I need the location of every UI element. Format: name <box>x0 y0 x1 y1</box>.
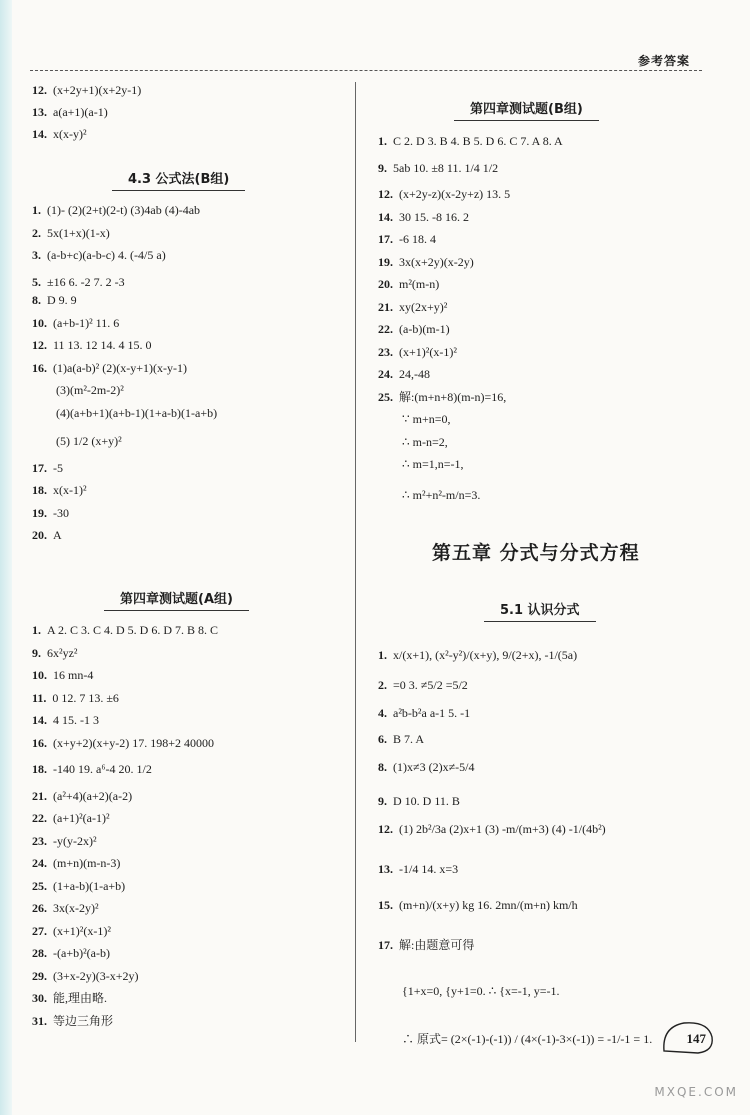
answer-line <box>378 322 450 336</box>
answer-line <box>378 938 474 952</box>
answer-number: 9. <box>32 645 41 660</box>
answer-line <box>32 901 99 915</box>
answer-line <box>32 248 166 262</box>
answer-line <box>378 255 474 269</box>
answer-text: (4)(a+b+1)(a+b-1)(1+a-b)(1-a+b) <box>56 405 218 420</box>
answer-number: 22. <box>32 811 47 825</box>
answer-number: 14. <box>32 713 47 727</box>
answer-number: 9. <box>378 160 387 175</box>
answer-text: x(x-y)² <box>53 127 87 141</box>
answer-number: 10. <box>32 315 47 330</box>
answer-number: 23. <box>378 344 393 359</box>
answer-line <box>32 713 99 727</box>
answer-number: 13. <box>378 862 393 876</box>
answer-line <box>378 345 457 359</box>
answer-line <box>378 390 506 404</box>
answer-number: 23. <box>32 833 47 848</box>
answer-text: 解:(m+n+8)(m-n)=16, <box>399 389 507 404</box>
answer-text: (x+2y-z)(x-2y+z) 13. 5 <box>399 187 511 201</box>
page-number: 147 <box>686 1031 706 1046</box>
answer-number: 14. <box>378 209 393 224</box>
answer-text: (5) 1/2 (x+y)² <box>56 434 122 448</box>
answer-number: 24. <box>378 367 393 381</box>
answer-text: -30 <box>53 505 69 520</box>
answer-number: 8. <box>32 293 41 307</box>
answer-line <box>32 623 218 637</box>
answer-text: -140 19. a⁶-4 20. 1/2 <box>53 762 152 776</box>
answer-line <box>32 275 125 289</box>
section-title-5-1: 5.1 认识分式 <box>500 599 580 618</box>
answer-text: -6 18. 4 <box>399 232 436 246</box>
answer-text: 16 mn-4 <box>53 668 94 682</box>
answer-line <box>32 691 119 705</box>
answer-line <box>378 794 460 808</box>
answer-text: (a-b)(m-1) <box>399 322 450 336</box>
answer-number: 12. <box>378 822 393 836</box>
answer-number: 12. <box>32 338 47 352</box>
answer-number: 20. <box>378 277 393 291</box>
answer-line <box>32 105 108 119</box>
answer-line <box>32 528 62 542</box>
answer-number: 11. <box>32 690 47 705</box>
answer-line <box>396 457 464 471</box>
answer-line <box>32 506 69 520</box>
page-edge <box>0 0 12 1115</box>
answer-number: 15. <box>378 898 393 912</box>
answer-line <box>32 856 120 870</box>
answer-line <box>32 483 87 497</box>
answer-line <box>32 668 93 682</box>
answer-line <box>378 898 578 912</box>
answer-number: 16. <box>32 360 47 375</box>
answer-number: 28. <box>32 946 47 960</box>
answer-number: 14. <box>32 127 47 141</box>
section-title-4-3: 4.3 公式法(B组) <box>128 168 229 187</box>
answer-text: (a²+4)(a+2)(a-2) <box>53 788 133 803</box>
answer-line <box>378 706 470 720</box>
answer-text: (1)x≠3 (2)x≠-5/4 <box>393 760 475 774</box>
answer-number: 21. <box>32 788 47 803</box>
answer-number: 1. <box>32 623 41 637</box>
answer-text: {1+x=0, {y+1=0. ∴ {x=-1, y=-1. <box>402 984 560 998</box>
answer-line <box>378 277 439 291</box>
answer-text: ∴ m²+n²-m/n=3. <box>402 487 481 502</box>
section-title-chapter4-test-a: 第四章测试题(A组) <box>120 588 233 607</box>
answer-text: (1) 2b²/3a (2)x+1 (3) -m/(m+3) (4) -1/(4b²) <box>399 822 606 836</box>
answer-line <box>32 338 152 352</box>
answer-line <box>32 1014 113 1028</box>
answer-text: xy(2x+y)² <box>399 299 448 314</box>
answer-number: 12. <box>32 83 47 97</box>
answer-text: -5 <box>53 460 63 475</box>
answer-text: 等边三角形 <box>53 1013 114 1028</box>
answer-line <box>50 383 124 397</box>
answer-number: 3. <box>32 248 41 262</box>
answer-text: ∴ m=1,n=-1, <box>402 457 464 471</box>
answer-text: (a-b+c)(a-b-c) 4. (-4/5 a) <box>47 248 166 262</box>
answer-text: (a+1)²(a-1)² <box>53 811 110 825</box>
answer-text: B 7. A <box>393 732 425 746</box>
answer-number: 9. <box>378 794 387 808</box>
answer-text: 0 12. 7 13. ±6 <box>52 690 119 705</box>
section-title-chapter4-test-b: 第四章测试题(B组) <box>470 98 583 117</box>
answer-line <box>378 300 447 314</box>
answer-line <box>50 406 217 420</box>
answer-text: (1+a-b)(1-a+b) <box>53 878 126 893</box>
answer-text: 6x²yz² <box>47 645 78 660</box>
answer-line <box>396 984 560 998</box>
answer-number: 17. <box>378 938 393 952</box>
answer-number: 1. <box>378 134 387 148</box>
column-divider <box>355 82 356 1042</box>
answer-line <box>378 367 430 381</box>
answer-line <box>378 862 458 876</box>
answer-number: 19. <box>378 254 393 269</box>
running-header: 参考答案 <box>637 54 690 68</box>
answer-text: 3x(x-2y)² <box>53 901 99 915</box>
answer-number: 22. <box>378 322 393 336</box>
answer-line <box>32 226 110 240</box>
answer-text: 30 15. -8 16. 2 <box>399 209 469 224</box>
answer-text: m²(m-n) <box>399 277 440 291</box>
answer-number: 25. <box>32 878 47 893</box>
answer-text: D 10. D 11. B <box>393 794 460 808</box>
answer-line <box>32 461 63 475</box>
answer-text: a(a+1)(a-1) <box>53 105 108 119</box>
answer-text: A <box>53 528 62 542</box>
answer-line <box>32 789 132 803</box>
answer-text: ∴ 原式= (2×(-1)-(-1)) / (4×(-1)-3×(-1)) = -1/-1 = 1. <box>402 1032 653 1046</box>
answer-text: (x+2y+1)(x+2y-1) <box>53 83 142 97</box>
answer-number: 13. <box>32 105 47 119</box>
answer-line <box>50 434 122 448</box>
header-rule <box>30 70 702 71</box>
answer-number: 18. <box>32 762 47 776</box>
answer-number: 24. <box>32 856 47 870</box>
answer-line <box>32 646 78 660</box>
answer-text: 24,-48 <box>399 367 430 381</box>
answer-line <box>32 316 119 330</box>
answer-text: ±16 6. -2 7. 2 -3 <box>47 274 125 289</box>
answer-text: (1)- (2)(2+t)(2-t) (3)4ab (4)-4ab <box>47 203 201 217</box>
answer-text: 3x(x+2y)(x-2y) <box>399 254 474 269</box>
answer-line <box>32 834 97 848</box>
answer-line <box>396 435 448 449</box>
answer-number: 27. <box>32 923 47 938</box>
answer-number: 2. <box>32 225 41 240</box>
answer-line <box>32 924 111 938</box>
answer-text: A 2. C 3. C 4. D 5. D 6. D 7. B 8. C <box>47 623 219 637</box>
answer-text: 4 15. -1 3 <box>53 713 99 727</box>
answer-text: (x+1)²(x-1)² <box>399 344 457 359</box>
answer-text: (m+n)(m-n-3) <box>53 856 121 870</box>
answer-line <box>32 969 139 983</box>
answer-number: 25. <box>378 389 393 404</box>
answer-text: (m+n)/(x+y) kg 16. 2mn/(m+n) km/h <box>399 898 578 912</box>
answer-line <box>32 811 110 825</box>
answer-text: -y(y-2x)² <box>53 833 97 848</box>
answer-text: 5x(1+x)(1-x) <box>47 225 110 240</box>
answer-line <box>32 736 214 750</box>
answer-text: (x+1)²(x-1)² <box>53 923 111 938</box>
answer-number: 6. <box>378 732 387 746</box>
answer-text: -1/4 14. x=3 <box>399 862 459 876</box>
answer-line <box>396 412 451 426</box>
answer-number: 17. <box>378 232 393 246</box>
answer-text: x(x-1)² <box>53 483 87 497</box>
answer-line <box>396 1032 652 1046</box>
answer-number: 1. <box>378 648 387 662</box>
answer-text: (1)a(a-b)² (2)(x-y+1)(x-y-1) <box>53 360 187 375</box>
chapter-5-title: 第五章 分式与分式方程 <box>432 542 640 564</box>
answer-text: (a+b-1)² 11. 6 <box>53 315 120 330</box>
answer-number: 19. <box>32 505 47 520</box>
answer-text: (x+y+2)(x+y-2) 17. 198+2 40000 <box>53 735 215 750</box>
answer-number: 5. <box>32 274 41 289</box>
answer-number: 10. <box>32 668 47 682</box>
answer-text: -(a+b)²(a-b) <box>53 946 110 960</box>
answer-text: D 9. 9 <box>47 293 77 307</box>
answer-text: ∵ m+n=0, <box>402 412 451 426</box>
answer-line <box>32 203 200 217</box>
answer-number: 8. <box>378 760 387 774</box>
answer-line <box>32 991 107 1005</box>
answer-line <box>32 762 152 776</box>
answer-line <box>32 127 87 141</box>
answer-number: 12. <box>378 187 393 201</box>
answer-number: 4. <box>378 706 387 720</box>
answer-line <box>32 83 141 97</box>
answer-text: C 2. D 3. B 4. B 5. D 6. C 7. A 8. A <box>393 134 563 148</box>
answer-number: 20. <box>32 528 47 542</box>
answer-text: a²b-b²a a-1 5. -1 <box>393 706 471 720</box>
answer-text: (3+x-2y)(3-x+2y) <box>53 968 139 983</box>
answer-line <box>378 760 475 774</box>
answer-line <box>32 879 125 893</box>
answer-number: 18. <box>32 483 47 497</box>
answer-line <box>378 161 498 175</box>
watermark: MXQE.COM <box>654 1085 738 1099</box>
answer-line <box>378 134 563 148</box>
answer-line <box>378 822 606 836</box>
answer-number: 2. <box>378 678 387 692</box>
answer-text: 5ab 10. ±8 11. 1/4 1/2 <box>393 160 499 175</box>
answer-text: 能,理由略. <box>53 991 108 1005</box>
answer-line <box>32 361 187 375</box>
answer-text: x/(x+1), (x²-y²)/(x+y), 9/(2+x), -1/(5a) <box>393 648 578 662</box>
answer-text: ∴ m-n=2, <box>402 434 448 449</box>
answer-text: =0 3. ≠5/2 =5/2 <box>393 678 468 692</box>
answer-number: 17. <box>32 460 47 475</box>
answer-number: 21. <box>378 299 393 314</box>
answer-number: 16. <box>32 735 47 750</box>
answer-line <box>32 946 110 960</box>
answer-line <box>378 732 424 746</box>
answer-text: 解:由题意可得 <box>399 938 475 952</box>
answer-text: 11 13. 12 14. 4 15. 0 <box>53 338 152 352</box>
answer-number: 30. <box>32 991 47 1005</box>
answer-line <box>378 648 577 662</box>
answer-text: (3)(m²-2m-2)² <box>56 383 124 397</box>
answer-number: 31. <box>32 1013 47 1028</box>
answer-line <box>396 488 480 502</box>
answer-line <box>378 210 469 224</box>
answer-number: 26. <box>32 901 47 915</box>
answer-line <box>378 678 468 692</box>
answer-line <box>32 293 77 307</box>
answer-line <box>378 187 510 201</box>
answer-line <box>378 232 436 246</box>
answer-number: 1. <box>32 203 41 217</box>
answer-number: 29. <box>32 968 47 983</box>
